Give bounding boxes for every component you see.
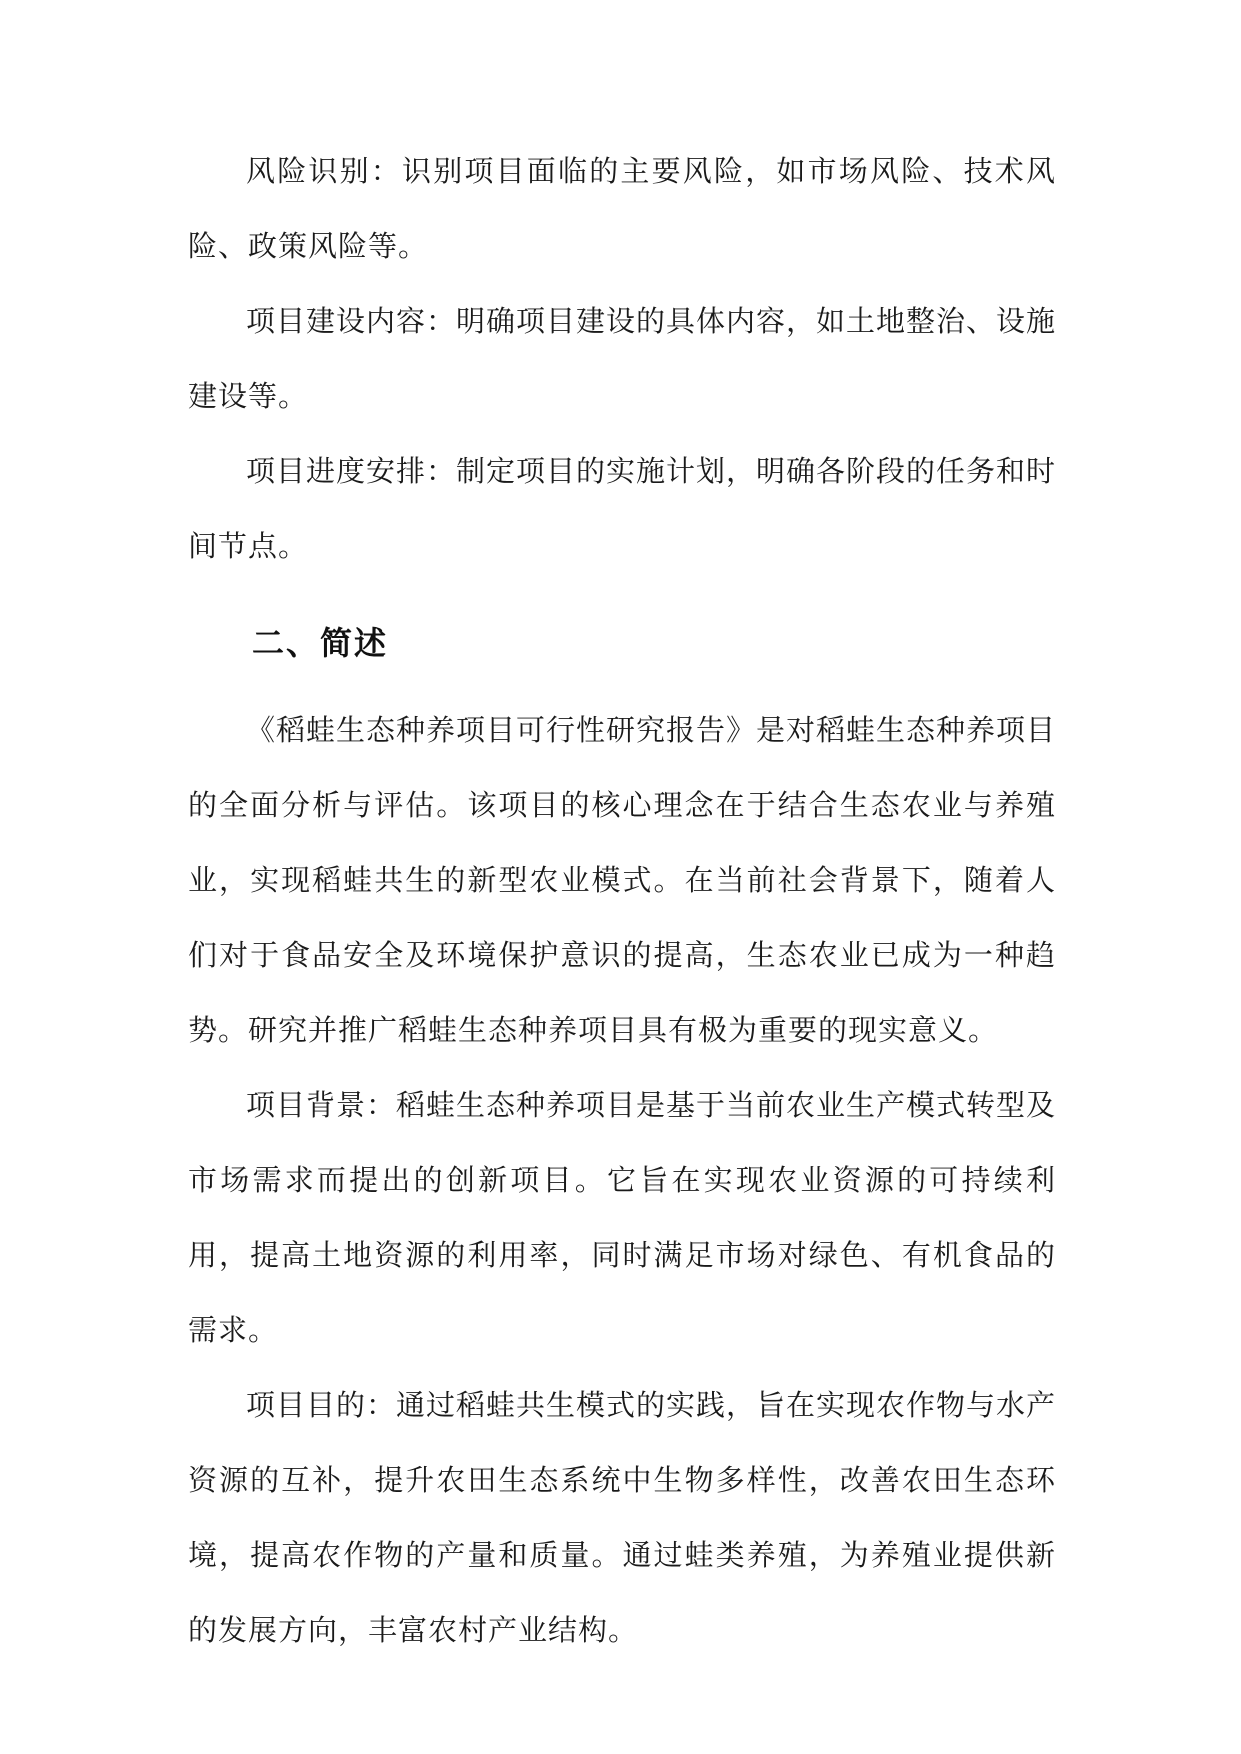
section-heading: 二、简述 [252, 624, 389, 662]
paragraph-project-purpose: 项目目的：通过稻蛙共生模式的实践，旨在实现农作物与水产资源的互补，提升农田生态系统中生物多样性，改善农田生态环境，提高农作物的产量和质量。通过蛙类养殖，为养殖业提供新的发展方向，丰富农村产业结构。 [188, 1388, 1057, 1647]
paragraph-overview: 《稻蛙生态种养项目可行性研究报告》是对稻蛙生态种养项目的全面分析与评估。该项目的核心理念在于结合生态农业与养殖业，实现稻蛙共生的新型农业模式。在当前社会背景下，随着人们对于食品安全及环境保护意识的提高，生态农业已成为一种趋势。研究并推广稻蛙生态种养项目具有极为重要的现实意义。 [188, 713, 1057, 1047]
paragraph-project-background: 项目背景：稻蛙生态种养项目是基于当前农业生产模式转型及市场需求而提出的创新项目。它旨在实现农业资源的可持续利用，提高土地资源的利用率，同时满足市场对绿色、有机食品的需求。 [188, 1088, 1057, 1347]
paragraph-risk-identification: 风险识别：识别项目面临的主要风险，如市场风险、技术风险、政策风险等。 [188, 154, 1056, 263]
paragraph-schedule: 项目进度安排：制定项目的实施计划，明确各阶段的任务和时间节点。 [188, 454, 1057, 563]
paragraph-construction-content: 项目建设内容：明确项目建设的具体内容，如土地整治、设施建设等。 [188, 304, 1057, 413]
document-body [188, 134, 1056, 1668]
